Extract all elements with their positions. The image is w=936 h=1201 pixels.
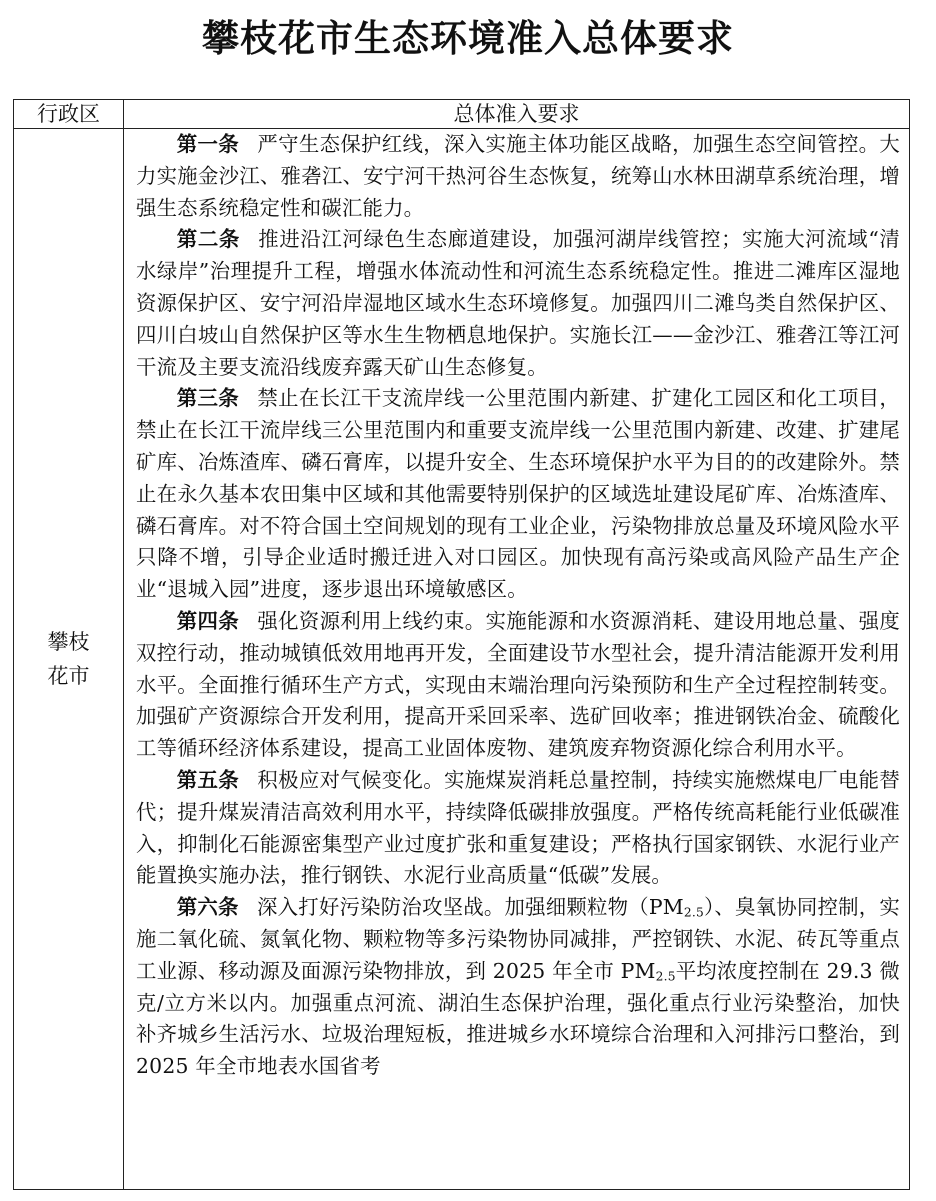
clause-number: 第四条	[176, 608, 240, 633]
header-region: 行政区	[14, 100, 124, 129]
clause-text: 强化资源利用上线约束。实施能源和水资源消耗、建设用地总量、强度双控行动，推动城镇低效用地再开发，全面建设节水型社会，提升清洁能源开发利用水平。全面推行循环生产方式，实现由末端治理向污染预防和生产全过程控制转变。加强矿产资源综合开发利用，提高开采回采率、选矿回收率；推进钢铁冶金、硫酸化工等循环经济体系建设，提高工业固体废物、建筑废弃物资源化综合利用水平。	[136, 608, 900, 761]
clause-number: 第二条	[176, 227, 240, 252]
clause-1	[136, 129, 900, 224]
header-requirements: 总体准入要求	[124, 100, 910, 129]
subscript-pm25-b: 2.5	[655, 969, 676, 984]
clause-5	[136, 765, 900, 892]
clause-text-part-b: ）、臭氧协同控制，实施二氧化硫、氮氧化物、颗粒物等多污染物协同减排，严控钢铁、水泥、砖瓦等重点工业源、移动源及面源污染物排放，到 2025 年全市 PM	[136, 895, 900, 983]
requirements-table	[13, 99, 910, 1190]
table-header-row	[14, 100, 910, 129]
clause-number: 第一条	[176, 132, 240, 156]
clause-text-part-c: 平均浓度控制在 29.3 微克/立方米以内。加强重点河流、湖泊生态保护治理，强化重点行业污染整治，加快补齐城乡生活污水、垃圾治理短板，推进城乡水环境综合治理和入河排污口整治，到 2025 年全市地表水国省考	[136, 958, 901, 1079]
requirements-cell	[124, 129, 910, 1190]
clause-6	[136, 892, 900, 1083]
clause-3	[136, 383, 900, 606]
clause-4	[136, 606, 900, 765]
clause-text-part-a: 深入打好污染防治攻坚战。加强细颗粒物（PM	[257, 895, 684, 920]
clause-text: 严守生态保护红线，深入实施主体功能区战略，加强生态空间管控。大力实施金沙江、雅砻江、安宁河干热河谷生态恢复，统筹山水林田湖草系统治理，增强生态系统稳定性和碳汇能力。	[136, 132, 900, 220]
table-row	[14, 129, 910, 1190]
subscript-pm25-a: 2.5	[683, 905, 704, 920]
document-title: 攀枝花市生态环境准入总体要求	[202, 17, 734, 60]
clause-number: 第六条	[176, 895, 239, 920]
clause-number: 第三条	[176, 386, 240, 411]
clause-text: 推进沿江河绿色生态廊道建设，加强河湖岸线管控；实施大河流域“清水绿岸”治理提升工程，增强水体流动性和河流生态系统稳定性。推进二滩库区湿地资源保护区、安宁河沿岸湿地区域水生态环境修复。加强四川二滩鸟类自然保护区、四川白坡山自然保护区等水生生物栖息地保护。实施长江——金沙江、雅砻江等江河干流及主要支流沿线废弃露天矿山生态修复。	[136, 227, 901, 379]
clause-2	[136, 224, 900, 383]
region-cell	[14, 129, 124, 1190]
clause-number: 第五条	[176, 767, 240, 792]
clause-text: 积极应对气候变化。实施煤炭消耗总量控制，持续实施燃煤电厂电能替代；提升煤炭清洁高效利用水平，持续降低碳排放强度。严格传统高耗能行业低碳准入，抑制化石能源密集型产业过度扩张和重复建设；严格执行国家钢铁、水泥行业产能置换实施办法，推行钢铁、水泥行业高质量“低碳”发展。	[136, 767, 900, 888]
region-name: 攀枝花市	[47, 630, 90, 688]
clause-text: 禁止在长江干支流岸线一公里范围内新建、扩建化工园区和化工项目，禁止在长江干流岸线三公里范围内和重要支流岸线一公里范围内新建、改建、扩建尾矿库、冶炼渣库、磷石膏库，以提升安全、生态环境保护水平为目的的改建除外。禁止在永久基本农田集中区域和其他需要特别保护的区域选址建设尾矿库、冶炼渣库、磷石膏库。对不符合国土空间规划的现有工业企业，污染物排放总量及环境风险水平只降不增，引导企业适时搬迁进入对口园区。加快现有高污染或高风险产品生产企业“退城入园”进度，逐步退出环境敏感区。	[136, 386, 900, 602]
